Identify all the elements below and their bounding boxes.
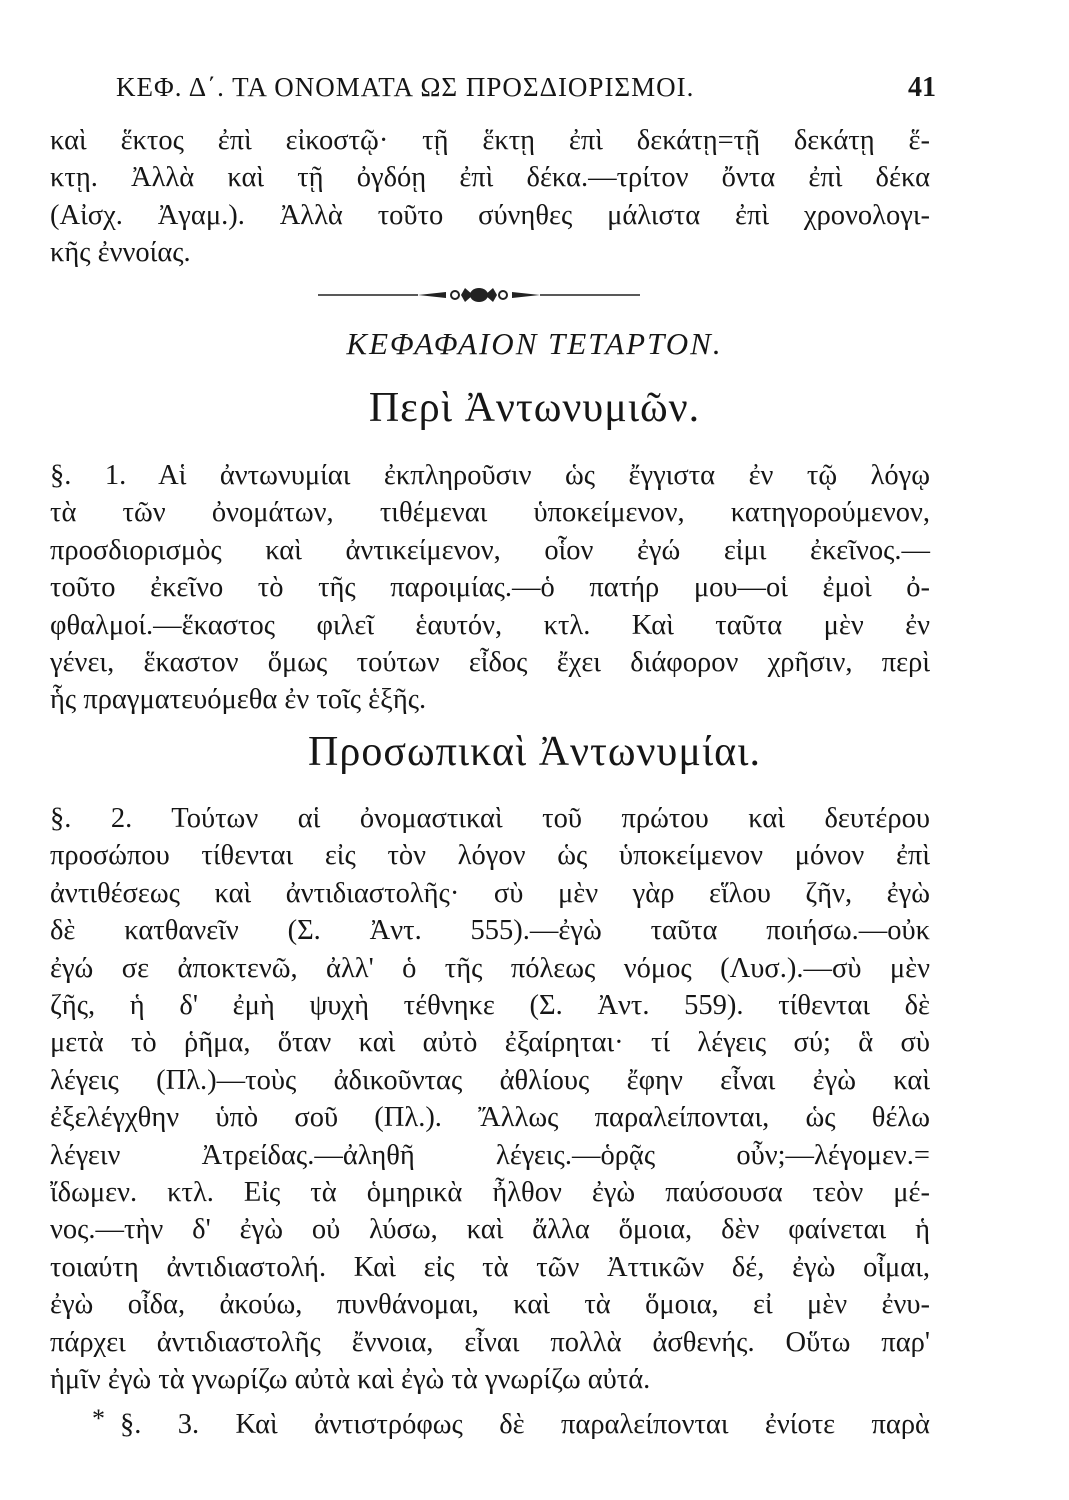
text-line: §. 2. Τούτων αἱ ὀνομαστικαὶ τοῦ πρώτου καὶ δευτέρου	[50, 803, 930, 834]
ornament-divider-icon	[318, 283, 640, 307]
text-line: ἡμῖν ἐγὼ τὰ γνωρίζω αὐτὰ καὶ ἐγὼ τὰ γνωρίζω αὐτά.	[50, 1364, 651, 1396]
running-title: ΚΕΦ. Δ΄. ΤΑ ΟΝΟΜΑΤΑ ΩΣ ΠΡΟΣΔΙΟΡΙΣΜΟΙ.	[116, 72, 695, 102]
section-heading: Προσωπικαὶ Ἀντωνυμίαι.	[308, 729, 761, 775]
paragraph-section-2	[50, 800, 930, 1399]
text-line: πάρχει ἀντιδιαστολῆς ἔννοια, εἶναι πολλὰ ἀσθενής. Οὕτω παρ'	[50, 1326, 930, 1358]
text-line: τὰ τῶν ὀνομάτων, τιθέμεναι ὑποκείμενον, κατηγορούμενον,	[50, 497, 930, 529]
text-line: καὶ ἕκτος ἐπὶ εἰκοστῷ· τῇ ἕκτῃ ἐπὶ δεκάτῃ=τῇ δεκάτῃ ἕ-	[50, 125, 930, 156]
text-line: ἴδωμεν. κτλ. Εἰς τὰ ὁμηρικὰ ἦλθον ἐγὼ παύσουσα τεὸν μέ-	[50, 1177, 930, 1209]
text-line: ἀντιθέσεως καὶ ἀντιδιαστολῆς· σὺ μὲν γὰρ εἵλου ζῆν, ἐγὼ	[50, 877, 930, 909]
text-line: κτῃ. Ἀλλὰ καὶ τῇ ὀγδόῃ ἐπὶ δέκα.—τρίτον ὄντα ἐπὶ δέκα	[50, 162, 930, 194]
text-line: λέγεις (Πλ.)—τοὺς ἀδικοῦντας ἀθλίους ἔφην εἶναι ἐγὼ καὶ	[50, 1064, 930, 1096]
text-line: τοιαύτη ἀντιδιαστολή. Καὶ εἰς τὰ τῶν Ἀττικῶν δέ, ἐγὼ οἶμαι,	[50, 1251, 930, 1283]
text-line: μετὰ τὸ ῥῆμα, ὅταν καὶ αὐτὸ ἐξαίρηται· τί λέγεις σύ; ἃ σὺ	[50, 1027, 930, 1059]
text-line: γένει, ἕκαστον ὅμως τούτων εἶδος ἔχει διάφορον χρῆσιν, περὶ	[50, 647, 930, 679]
footnote-mark: *	[92, 1404, 105, 1433]
text-line: ζῆς, ἡ δ' ἐμὴ ψυχὴ τέθνηκε (Σ. Ἀντ. 559). τίθενται δὲ	[50, 990, 930, 1022]
text-line: τοῦτο ἐκεῖνο τὸ τῆς παροιμίας.—ὁ πατήρ μου—οἱ ἐμοὶ ὀ-	[50, 572, 930, 604]
text-line: ἧς πραγματευόμεθα ἐν τοῖς ἑξῆς.	[50, 684, 427, 716]
text-line: προσώπου τίθενται εἰς τὸν λόγον ὡς ὑποκείμενον μόνον ἐπὶ	[50, 840, 930, 872]
page-number: 41	[908, 72, 936, 103]
text-line: §. 3. Καὶ ἀντιστρόφως δὲ παραλείπονται ἐνίοτε παρὰ	[120, 1409, 930, 1440]
chapter-heading: ΚΕΦΑΦΑΙΟΝ ΤΕΤΑΡΤΟΝ.	[346, 326, 723, 361]
text-line: λέγειν Ἀτρείδας.—ἀληθῆ λέγεις.—ὁρᾷς οὖν;—λέγομεν.=	[50, 1139, 930, 1171]
text-line: δὲ κατθανεῖν (Σ. Ἀντ. 555).—ἐγὼ ταῦτα ποιήσω.—οὐκ	[50, 915, 930, 947]
text-line: (Αἰσχ. Ἀγαμ.). Ἀλλὰ τοῦτο σύνηθες μάλιστα ἐπὶ χρονολογι-	[50, 199, 930, 231]
chapter-subtitle: Περὶ Ἀντωνυμιῶν.	[368, 385, 701, 431]
running-head	[116, 72, 936, 112]
text-line: ἐγώ σε ἀποκτενῶ, ἀλλ' ὁ τῆς πόλεως νόμος (Λυσ.).—σὺ μὲν	[50, 952, 930, 984]
text-line: ἐγὼ οἶδα, ἀκούω, πυνθάνομαι, καὶ τὰ ὅμοια, εἰ μὲν ἐνυ-	[50, 1289, 930, 1321]
paragraph-continuation	[50, 122, 930, 272]
paragraph-section-1	[50, 457, 930, 719]
text-line: κῆς ἐννοίας.	[50, 237, 191, 269]
text-line: νος.—τὴν δ' ἐγὼ οὐ λύσω, καὶ ἄλλα ὅμοια, δὲν φαίνεται ἡ	[50, 1214, 930, 1246]
text-line: §. 1. Αἱ ἀντωνυμίαι ἐκπληροῦσιν ὡς ἔγγιστα ἐν τῷ λόγῳ	[50, 460, 930, 491]
paragraph-section-3	[120, 1406, 930, 1443]
text-line: φθαλμοί.—ἕκαστος φιλεῖ ἑαυτόν, κτλ. Καὶ ταῦτα μὲν ἐν	[50, 609, 930, 641]
text-line: προσδιορισμὸς καὶ ἀντικείμενον, οἷον ἐγώ εἰμι ἐκεῖνος.—	[50, 534, 930, 566]
text-line: ἐξελέγχθην ὑπὸ σοῦ (Πλ.). Ἄλλως παραλείπονται, ὡς θέλω	[50, 1102, 930, 1134]
